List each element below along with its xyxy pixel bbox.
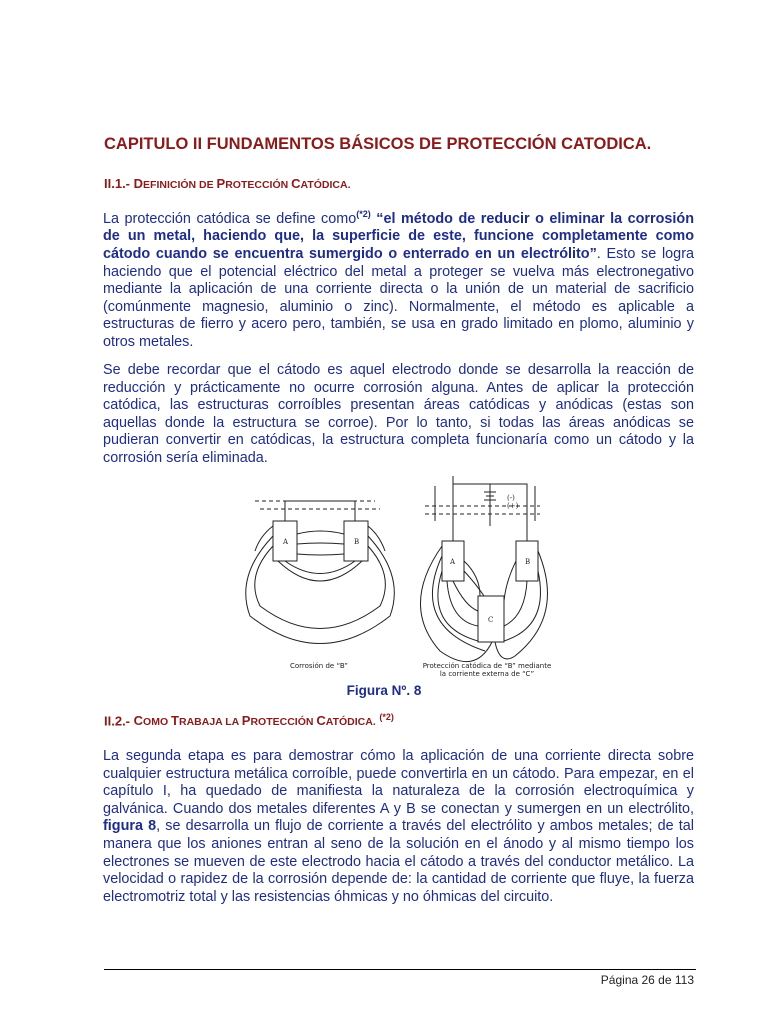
section-number: II.1.- — [104, 176, 131, 191]
reference-mark: (*2) — [356, 209, 371, 219]
page-number: Página 26 de 113 — [600, 973, 694, 987]
paragraph-cathode: Se debe recordar que el cátodo es aquel electrodo donde se desarrolla la reacción de reducción y prácticamente no ocurre corrosión alguna. Antes de aplicar la protección catódica, las estructuras corroíbles presentan áreas catódicas y anódicas (estas son aquellas donde la estructura se corroe). Por lo tanto, si todas las áreas anódicas se pudieran convertir en catódicas, la estructura completa funcionaría como un cátodo y la corrosión sería eliminada. — [103, 362, 694, 466]
chapter-title: CAPITULO II FUNDAMENTOS BÁSICOS DE PROTECCIÓN CATODICA. — [104, 135, 652, 153]
label-plus: (+) — [507, 502, 519, 510]
figure-caption-left: Corrosión de “B” — [290, 662, 348, 670]
reference-mark: (*2) — [379, 712, 394, 722]
label-c: C — [488, 616, 494, 624]
section-title: COMO TRABAJA LA PROTECCIÓN CATÓDICA. — [133, 713, 376, 729]
label-minus: (-) — [507, 494, 515, 502]
label-a-right: A — [450, 558, 456, 566]
corrosion-diagram — [240, 476, 560, 684]
section-heading-1 — [104, 176, 351, 191]
footer-divider — [104, 969, 696, 970]
paragraph-definition: La protección catódica se define como$^{(*2)}$ “el método de reducir o eliminar la corrosión de un metal, haciendo que, la superficie de este, funcione completamente como cátodo cuando se encuentra sumergido o enterrado en un electrólito”. Esto se logra haciendo que el potencial eléctrico del metal a proteger se vuelva más electronegativo mediante la aplicación de una corriente directa o la unión de un material de sacrificio (comúnmente magnesio, aluminio o zinc). Normalmente, el método es aplicable a estructuras de fierro y acero pero, también, se usa en grado limitado en plomo, aluminio y otros metales. — [103, 209, 694, 350]
label-b-right: B — [525, 558, 531, 566]
section-title: DEFINICIÓN DE PROTECCIÓN CATÓDICA. — [133, 176, 351, 191]
section-number: II.2.- — [104, 713, 131, 729]
figure-title: Figura Nº. 8 — [346, 683, 422, 698]
definition-quote: “el método de reducir o eliminar la corrosión de un metal, haciendo que, la superficie de este, funcione completamente como cátodo cuando se encuentra sumergido o enterrado en un electrólito” — [103, 210, 694, 262]
figure-reference: figura 8 — [103, 818, 157, 835]
paragraph-how-it-works: La segunda etapa es para demostrar cómo la aplicación de una corriente directa sobre cualquier estructura metálica corroíble, puede convertirla en un cátodo. Para empezar, en el capítulo I, ha quedado de manifiesta la naturaleza de la corrosión electroquímica y galvánica. Cuando dos metales diferentes A y B se conectan y sumergen en un electrólito, figura 8, se desarrolla un flujo de corriente a través del electrólito y ambos metales; de tal manera que los aniones entran al seno de la solución en el ánodo y al mismo tiempo los electrones se mueven de este electrodo hacia el cátodo a través del conductor metálico. La velocidad o rapidez de la corrosión depende de: la cantidad de corriente que fluye, la fuerza electromotriz total y las resistencias óhmicas y no óhmicas del circuito. — [103, 748, 694, 905]
label-a-left: A — [283, 538, 289, 546]
figure-caption-right: Protección catódica de “B” mediante la corriente externa de “C” — [422, 662, 552, 678]
section-heading-2 — [104, 712, 394, 728]
label-b-left: B — [354, 538, 360, 546]
figure-8-diagram — [240, 476, 560, 684]
